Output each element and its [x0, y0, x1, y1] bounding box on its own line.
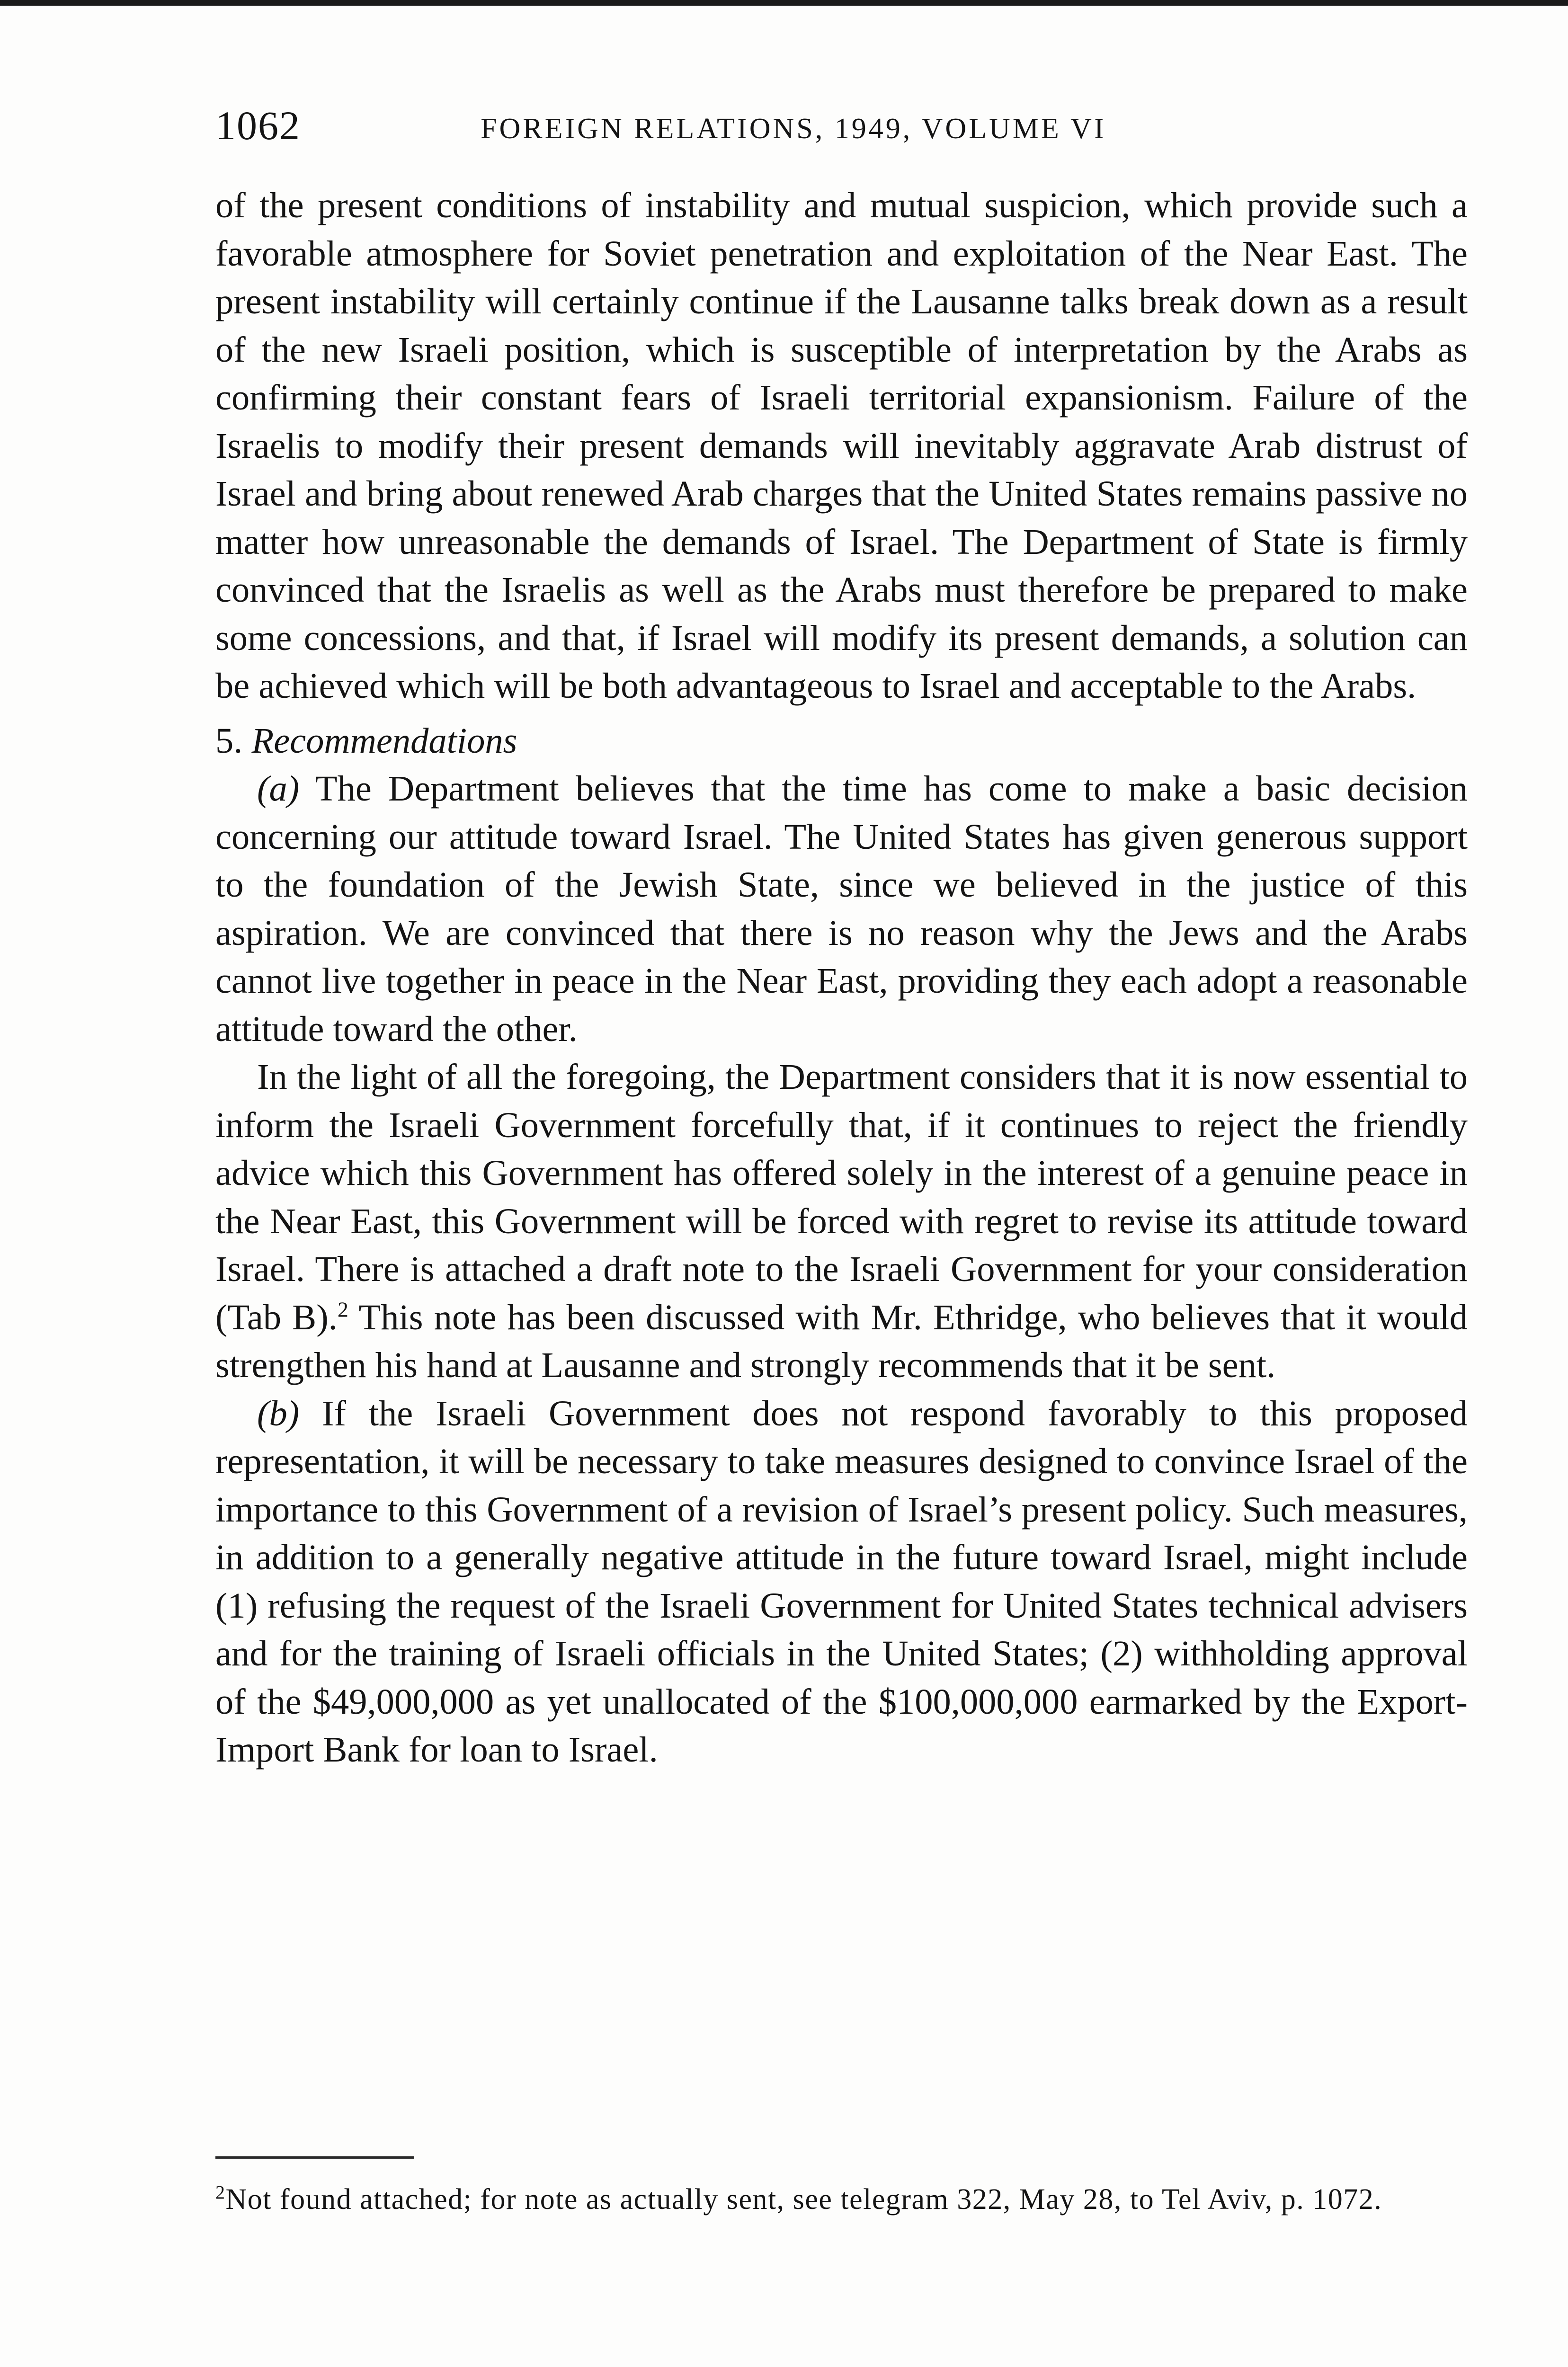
item-text-a: The Department believes that the time has come to make a basic decision concerning our attitude toward Israel. The United States has given generous support to the foundation of the Jewish State, since we believed in the justice of this aspiration. We are convinced that there is no reason why the Jews and the Arabs cannot live together in peace in the Near East, providing they each adopt a reasonable attitude toward the other.: [215, 768, 1468, 1049]
page-header: [215, 99, 1468, 156]
footnote-text: Not found attached; for note as actually sent, see telegram 322, May 28, to Tel Aviv, p. 1072.: [225, 2183, 1382, 2216]
page-number: 1062: [215, 103, 301, 148]
item-label-b: (b): [257, 1393, 300, 1433]
section-heading: [215, 717, 1468, 765]
paragraph-continuation: of the present conditions of instability and mutual suspicion, which provide such a favorable atmosphere for Soviet penetration and exploitation of the Near East. The present instability will certainly continue if the Lausanne talks break down as a result of the new Israeli position, which is susceptible of interpretation by the Arabs as confirming their constant fears of Israeli territorial expansionism. Failure of the Israelis to modify their present demands will inevitably aggravate Arab distrust of Israel and bring about renewed Arab charges that the United States remains passive no matter how unreasonable the demands of Israel. The Department of State is firmly convinced that the Israelis as well as the Arabs must therefore be prepared to make some concessions, and that, if Israel will modify its present demands, a solution can be achieved which will be both advantageous to Israel and acceptable to the Arabs.: [215, 185, 1468, 706]
footnote-reference: 2: [337, 1297, 348, 1321]
paragraph-foregoing-text: In the light of all the foregoing, the Department considers that it is now essential to inform the Israeli Government forcefully that, if it continues to reject the friendly advice which this Government has offered solely in the interest of a genuine peace in the Near East, this Government will be forced with regret to revise its attitude toward Israel. There is attached a draft note to the Israeli Government for your consideration (Tab B).: [215, 1057, 1468, 1337]
paragraph-recommendation-b: [215, 1389, 1468, 1774]
footnote-divider: [215, 2156, 414, 2159]
paragraph-recommendation-a: [215, 765, 1468, 1053]
paragraph-foregoing: [215, 1053, 1468, 1389]
body-text: [215, 181, 1468, 1774]
item-text-b: If the Israeli Government does not respond favorably to this proposed representation, it will be necessary to take measures designed to convince Israel of the importance to this Government of a revision of Israel’s present policy. Such measures, in addition to a generally negative attitude in the future toward Israel, might include (1) refusing the request of the Israeli Government for United States technical advisers and for the training of Israeli officials in the United States; (2) withholding approval of the $49,000,000 as yet unallocated of the $100,000,000 earmarked by the Export-Import Bank for loan to Israel.: [215, 1393, 1468, 1770]
section-number: 5.: [215, 720, 243, 761]
section-title: Recommendations: [251, 720, 517, 761]
top-edge-rule: [0, 0, 1568, 6]
footnote-mark: 2: [215, 2181, 226, 2203]
paragraph-foregoing-text-cont: This note has been discussed with Mr. Ethridge, who believes that it would strengthen his hand at Lausanne and strongly recommends that it be sent.: [215, 1297, 1468, 1385]
running-head: FOREIGN RELATIONS, 1949, VOLUME VI: [481, 113, 1106, 145]
footnote: [215, 2182, 1468, 2216]
item-label-a: (a): [257, 768, 300, 809]
